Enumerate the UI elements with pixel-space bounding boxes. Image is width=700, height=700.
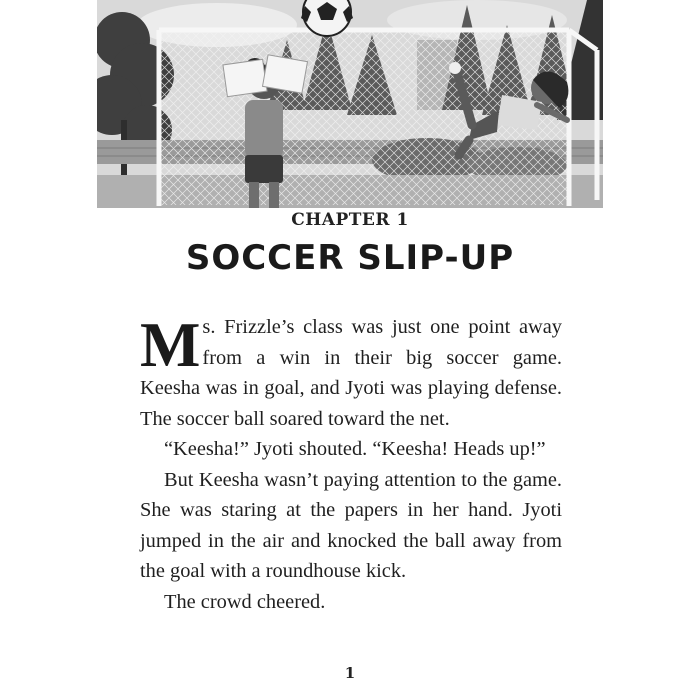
chapter-illustration — [97, 0, 603, 208]
paragraph-2: “Keesha!” Jyoti shouted. “Keesha! Heads up!” — [164, 438, 546, 460]
paragraph-1 — [140, 309, 562, 434]
page-number: 1 — [344, 664, 356, 682]
paragraph-3: But Keesha wasn’t paying attention to the game. She was staring at the papers in her hand. Jyoti jumped in the air and knocked the ball away from the goal with a roundhouse kick. — [140, 468, 562, 582]
paragraph-1-text: s. Frizzle’s class was just one point away from a win in their big soccer game. Keesha was in goal, and Jyoti was playing defense. The soccer ball soared toward the net. — [140, 316, 562, 430]
chapter-title: SOCCER SLIP-UP — [185, 238, 515, 278]
drop-cap: M — [140, 309, 201, 380]
paragraph-4: The crowd cheered. — [164, 590, 326, 613]
chapter-label: CHAPTER 1 — [291, 210, 409, 230]
chapter-body — [140, 309, 562, 617]
